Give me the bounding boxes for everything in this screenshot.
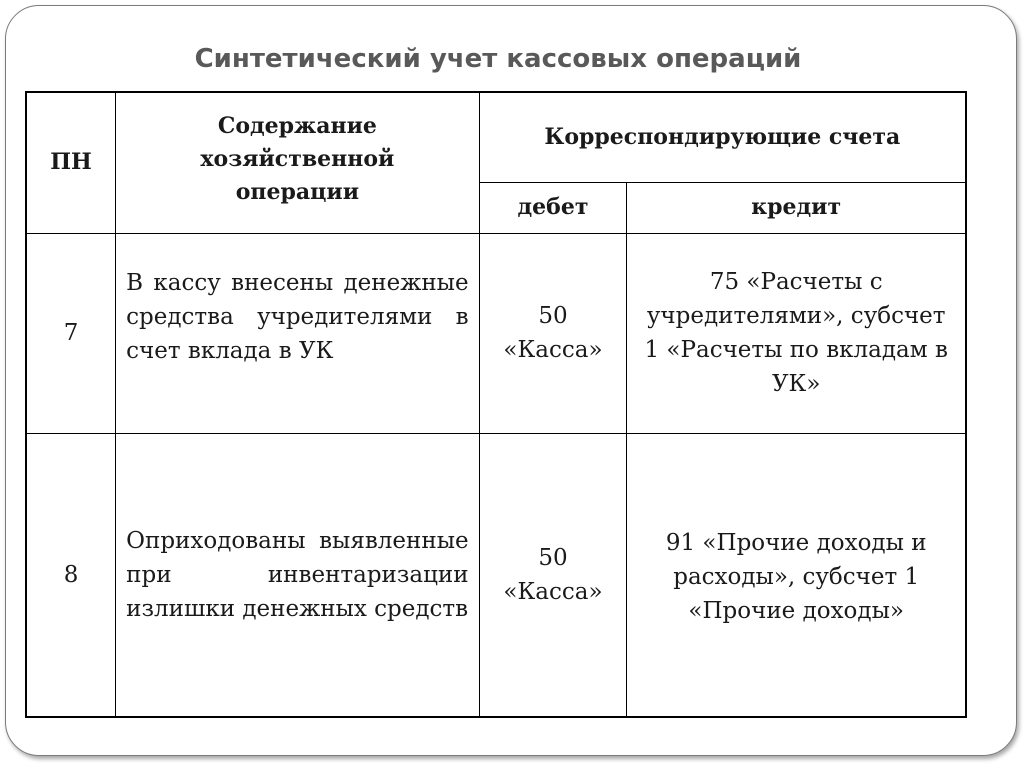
- header-credit: кредит: [627, 182, 966, 233]
- row-credit: 75 «Расчеты с учредителями», субсчет 1 «Расчеты по вкладам в УК»: [627, 233, 966, 433]
- table-row: [26, 433, 966, 717]
- row-debit: 50 «Касса»: [479, 233, 627, 433]
- row-content: Оприходованы выявленные при инвентаризации излишки денежных средств: [116, 433, 479, 717]
- header-row: [26, 92, 966, 182]
- header-pn: ПН: [26, 92, 116, 233]
- header-accounts: Корреспондирующие счета: [479, 92, 966, 182]
- header-debit: дебет: [479, 182, 627, 233]
- slide-title: Синтетический учет кассовых операций: [194, 44, 802, 74]
- row-pn: 8: [26, 433, 116, 717]
- operations-table: [25, 91, 967, 718]
- row-debit: 50 «Касса»: [479, 433, 627, 717]
- row-credit: 91 «Прочие доходы и расходы», субсчет 1 «Прочие доходы»: [627, 433, 966, 717]
- row-pn: 7: [26, 233, 116, 433]
- row-content: В кассу внесены денежные средства учредителями в счет вклада в УК: [116, 233, 479, 433]
- header-content: Содержание хозяйственной операции: [116, 92, 479, 233]
- table-row: [26, 233, 966, 433]
